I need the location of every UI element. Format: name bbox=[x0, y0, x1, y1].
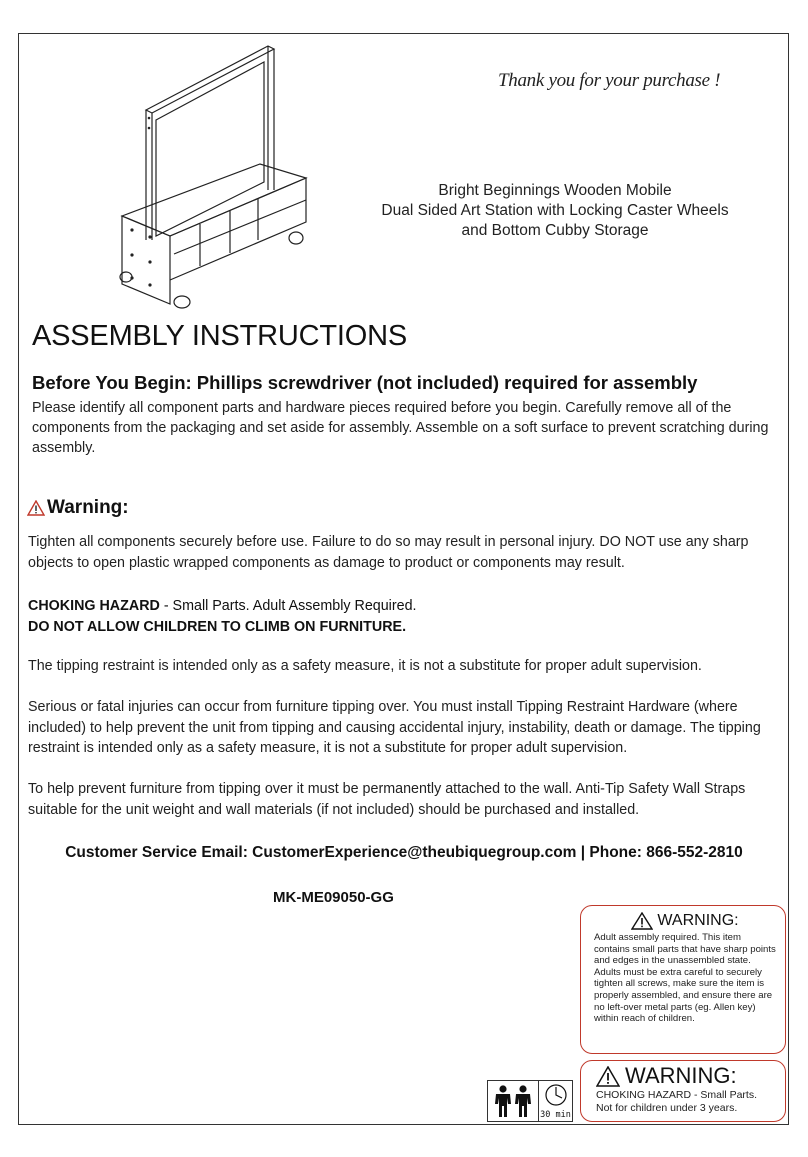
warning-box-2-title bbox=[596, 1063, 777, 1089]
assembly-time: 30 min bbox=[540, 1110, 571, 1120]
clock-icon bbox=[539, 1082, 573, 1110]
before-you-begin-text: Please identify all component parts and hardware pieces required before you begin. Carefully remove all of the components from the packaging and set aside for assembly. Assemble on a soft surface to prevent scratching during assembly. bbox=[32, 400, 769, 456]
warning-box-2-line-2: Not for children under 3 years. bbox=[596, 1101, 738, 1114]
product-name-line-3: and Bottom Cubby Storage bbox=[461, 222, 649, 239]
assembly-time-cell bbox=[539, 1081, 572, 1121]
warning-box-choking bbox=[580, 1060, 786, 1122]
warning-text-3: Serious or fatal injuries can occur from furniture tipping over. You must install Tipping Restraint Hardware (where included) to help prevent the unit from tipping and causing accidental injury, instability, death or damage. The tipping restraint is intended only as a safety measure, it is not a substitute for proper adult supervision. bbox=[28, 699, 761, 756]
two-people-icon bbox=[488, 1081, 539, 1121]
warning-triangle-icon bbox=[631, 912, 653, 930]
model-number: MK-ME09050-GG bbox=[273, 889, 394, 906]
product-name-line-1: Bright Beginnings Wooden Mobile bbox=[438, 182, 672, 199]
thank-you-note: Thank you for your purchase ! bbox=[498, 70, 721, 91]
warning-triangle-icon bbox=[596, 1066, 620, 1087]
product-name bbox=[340, 181, 770, 241]
choking-hazard-text: - Small Parts. Adult Assembly Required. bbox=[159, 598, 417, 614]
before-you-begin-heading: Before You Begin: Phillips screwdriver (not included) required for assembly bbox=[32, 372, 698, 393]
warning-box-1-text: Adult assembly required. This item contains small parts that have sharp points and edges in the unassembled state. Adults must be extra careful to securely tighten all screws, make sure the item is properly assembled, and ensure there are no left-over metal parts (eg. Allen key) within reach of children. bbox=[594, 932, 776, 1025]
warning-heading-label: Warning: bbox=[47, 497, 129, 518]
warning-box-2-label: WARNING: bbox=[625, 1063, 737, 1088]
warning-text-1: Tighten all components securely before use. Failure to do so may result in personal injury. DO NOT use any sharp objects to open plastic wrapped components as damage to product or components may result. bbox=[28, 534, 749, 571]
warning-heading bbox=[27, 497, 129, 519]
product-illustration bbox=[110, 40, 320, 310]
customer-service-line: Customer Service Email: CustomerExperience@theubiquegroup.com | Phone: 866-552-2810 bbox=[65, 844, 743, 861]
product-name-line-2: Dual Sided Art Station with Locking Caster Wheels bbox=[381, 202, 729, 219]
no-climb-warning: DO NOT ALLOW CHILDREN TO CLIMB ON FURNITURE. bbox=[28, 618, 407, 635]
warning-box-1-title bbox=[594, 912, 776, 930]
choking-hazard-label: CHOKING HAZARD bbox=[28, 598, 160, 614]
warning-text-4: To help prevent furniture from tipping over it must be permanently attached to the wall. Anti-Tip Safety Wall Straps suitable for the unit weight and wall materials (if not included) should be purchased and installed. bbox=[28, 781, 746, 818]
assembly-badge bbox=[487, 1080, 573, 1122]
warning-triangle-icon bbox=[27, 500, 45, 516]
warning-box-1-label: WARNING: bbox=[657, 912, 739, 929]
choking-hazard-block bbox=[28, 596, 417, 637]
page-title: ASSEMBLY INSTRUCTIONS bbox=[32, 320, 408, 352]
warning-box-adult-assembly bbox=[580, 905, 786, 1054]
warning-text-2: The tipping restraint is intended only as a safety measure, it is not a substitute for proper adult supervision. bbox=[28, 658, 702, 674]
choking-hazard-line bbox=[28, 596, 417, 617]
warning-box-2-line-1: CHOKING HAZARD - Small Parts. bbox=[596, 1089, 758, 1101]
